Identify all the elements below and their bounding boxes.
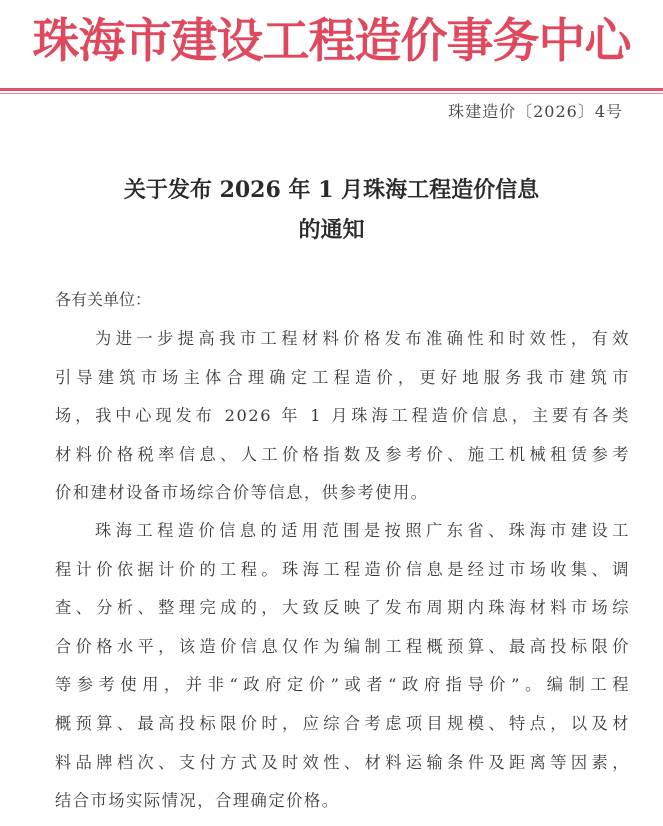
paragraph-1 [55,320,630,513]
paragraph-line: 合价格水平，该造价信息仅作为编制工程概预算、最高投标限价 [55,636,630,656]
salutation: 各有关单位： [55,290,152,309]
document-number: 珠建造价〔2026〕4号 [448,102,623,121]
paragraph-line: 珠海工程造价信息的适用范围是按照广东省、珠海市建设工 [95,521,630,540]
paragraph-line: 概预算、最高投标限价时，应综合考虑项目规模、特点，以及材 [55,713,630,733]
red-divider-thick [0,88,663,91]
paragraph-line: 价和建材设备市场综合价等信息，供参考使用。 [55,483,429,503]
red-divider-thin [0,93,663,94]
paragraph-line: 查、分析、整理完成的，大致反映了发布周期内珠海材料市场综 [55,598,630,618]
paragraph-line: 场，我中心现发布 2026 年 1 月珠海工程造价信息，主要有各类 [55,406,630,426]
paragraph-line: 结合市场实际情况，合理确定价格。 [55,791,340,811]
paragraph-line: 料品牌档次、支付方式及时效性、材料运输条件及距离等因素， [55,752,630,772]
notice-title [0,170,663,250]
paragraph-line: 程计价依据计价的工程。珠海工程造价信息是经过市场收集、调 [55,559,630,579]
notice-title-line-2: 的通知 [298,217,365,243]
paragraph-2 [55,512,630,821]
paragraph-line: 材料价格税率信息、人工价格指数及参考价、施工机械租赁参考 [55,444,630,464]
notice-title-line-1: 关于发布 2026 年 1 月珠海工程造价信息 [123,177,540,203]
org-header-title: 珠海市建设工程造价事务中心 [32,14,631,69]
paragraph-line: 引导建筑市场主体合理确定工程造价，更好地服务我市建筑市 [55,367,630,387]
paragraph-line: 为进一步提高我市工程材料价格发布准确性和时效性，有效 [95,329,630,348]
paragraph-line: 等参考使用，并非“政府定价”或者“政府指导价”。编制工程 [55,675,630,695]
